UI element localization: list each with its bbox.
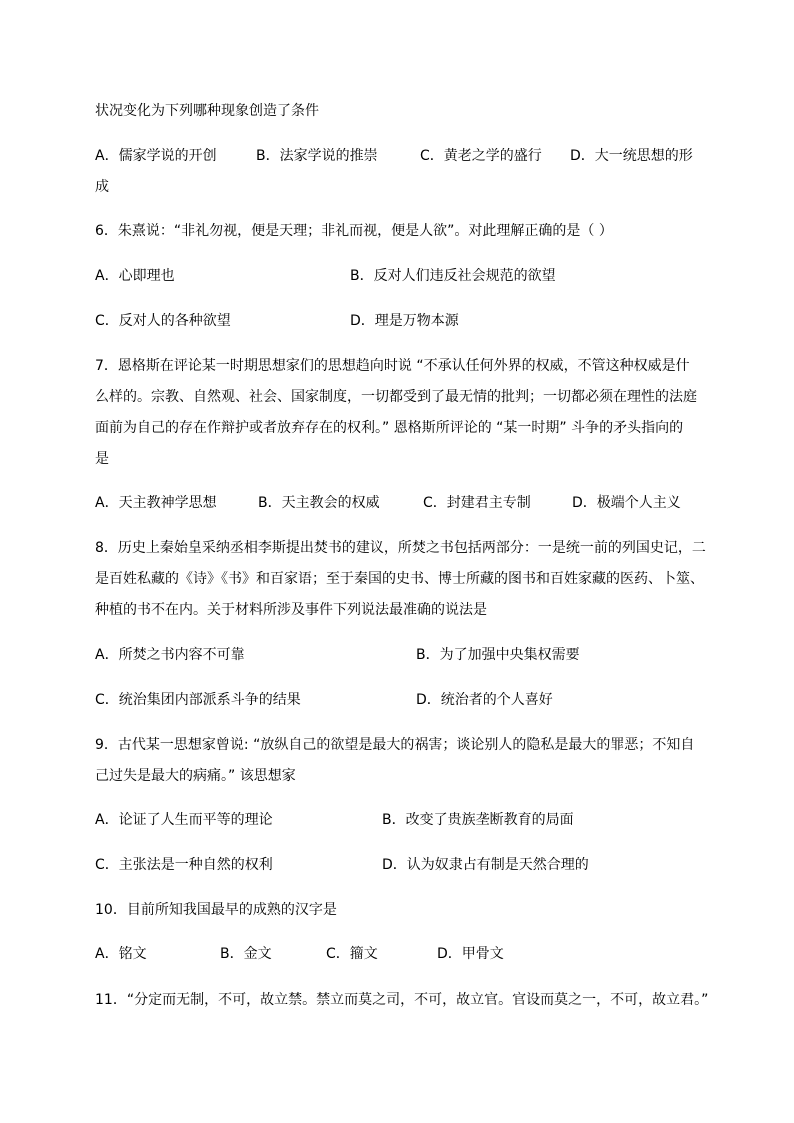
q7-option-a: A．天主教神学思想 bbox=[95, 495, 217, 511]
q9-option-b: B．改变了贵族垄断教育的局面 bbox=[382, 812, 574, 828]
q5-option-b: B．法家学说的推崇 bbox=[256, 148, 378, 164]
q10-option-c: C．籀文 bbox=[326, 946, 378, 962]
q10-stem: 10．目前所知我国最早的成熟的汉字是 bbox=[95, 902, 337, 918]
q5-option-d-wrap: 成 bbox=[95, 179, 109, 195]
q8-option-b: B．为了加强中央集权需要 bbox=[416, 647, 580, 663]
q7-option-c: C．封建君主专制 bbox=[423, 495, 531, 511]
q5-option-c: C．黄老之学的盛行 bbox=[420, 148, 542, 164]
q6-option-b: B．反对人们违反社会规范的欲望 bbox=[350, 268, 556, 284]
q7-option-d: D．极端个人主义 bbox=[572, 495, 681, 511]
q11-stem: 11．“分定而无制，不可，故立禁。禁立而莫之司，不可，故立官。官设而莫之一，不可，故立君。” bbox=[95, 992, 709, 1008]
q7-stem-line-4: 是 bbox=[95, 451, 109, 467]
q8-option-c: C．统治集团内部派系斗争的结果 bbox=[95, 692, 301, 708]
q10-option-d: D．甲骨文 bbox=[437, 946, 504, 962]
q6-stem: 6．朱熹说：“非礼勿视，便是天理；非礼而视，便是人欲”。对此理解正确的是（ ） bbox=[95, 223, 613, 239]
q8-option-d: D．统治者的个人喜好 bbox=[416, 692, 553, 708]
q6-option-c: C．反对人的各种欲望 bbox=[95, 313, 231, 329]
q9-stem-line-1: 9．古代某一思想家曾说: “放纵自己的欲望是最大的祸害；谈论别人的隐私是最大的罪恶；不知自 bbox=[95, 737, 695, 753]
q10-option-a: A．铭文 bbox=[95, 946, 147, 962]
q8-stem-line-3: 种植的书不在内。关于材料所涉及事件下列说法最准确的说法是 bbox=[95, 602, 487, 618]
q9-option-c: C．主张法是一种自然的权利 bbox=[95, 857, 273, 873]
q6-option-d: D．理是万物本源 bbox=[350, 313, 459, 329]
q10-option-b: B．金文 bbox=[220, 946, 272, 962]
q9-option-a: A．论证了人生而平等的理论 bbox=[95, 812, 273, 828]
q5-option-a: A．儒家学说的开创 bbox=[95, 148, 217, 164]
q5-option-d: D．大一统思想的形 bbox=[570, 148, 693, 164]
q5-stem-continuation: 状况变化为下列哪种现象创造了条件 bbox=[95, 103, 319, 119]
q9-stem-line-2: 己过失是最大的病痛。” 该思想家 bbox=[95, 768, 296, 784]
q6-option-a: A．心即理也 bbox=[95, 268, 175, 284]
q7-option-b: B．天主教会的权威 bbox=[258, 495, 380, 511]
q7-stem-line-1: 7．恩格斯在评论某一时期思想家们的思想趋向时说 “不承认任何外界的权威，不管这种权威是什 bbox=[95, 358, 690, 374]
q7-stem-line-3: 面前为自己的存在作辩护或者放弃存在的权利。” 恩格斯所评论的 “某一时期” 斗争的矛头指向的 bbox=[95, 420, 684, 436]
q8-stem-line-2: 是百姓私藏的《诗》《书》和百家语；至于秦国的史书、博士所藏的图书和百姓家藏的医药、卜筮、 bbox=[95, 571, 704, 587]
q7-stem-line-2: 么样的。宗教、自然观、社会、国家制度，一切都受到了最无情的批判；一切都必须在理性的法庭 bbox=[95, 389, 697, 405]
q8-option-a: A．所焚之书内容不可靠 bbox=[95, 647, 245, 663]
q9-option-d: D．认为奴隶占有制是天然合理的 bbox=[382, 857, 589, 873]
q8-stem-line-1: 8．历史上秦始皇采纳丞相李斯提出焚书的建议，所焚之书包括两部分：一是统一前的列国史记，二 bbox=[95, 540, 706, 556]
